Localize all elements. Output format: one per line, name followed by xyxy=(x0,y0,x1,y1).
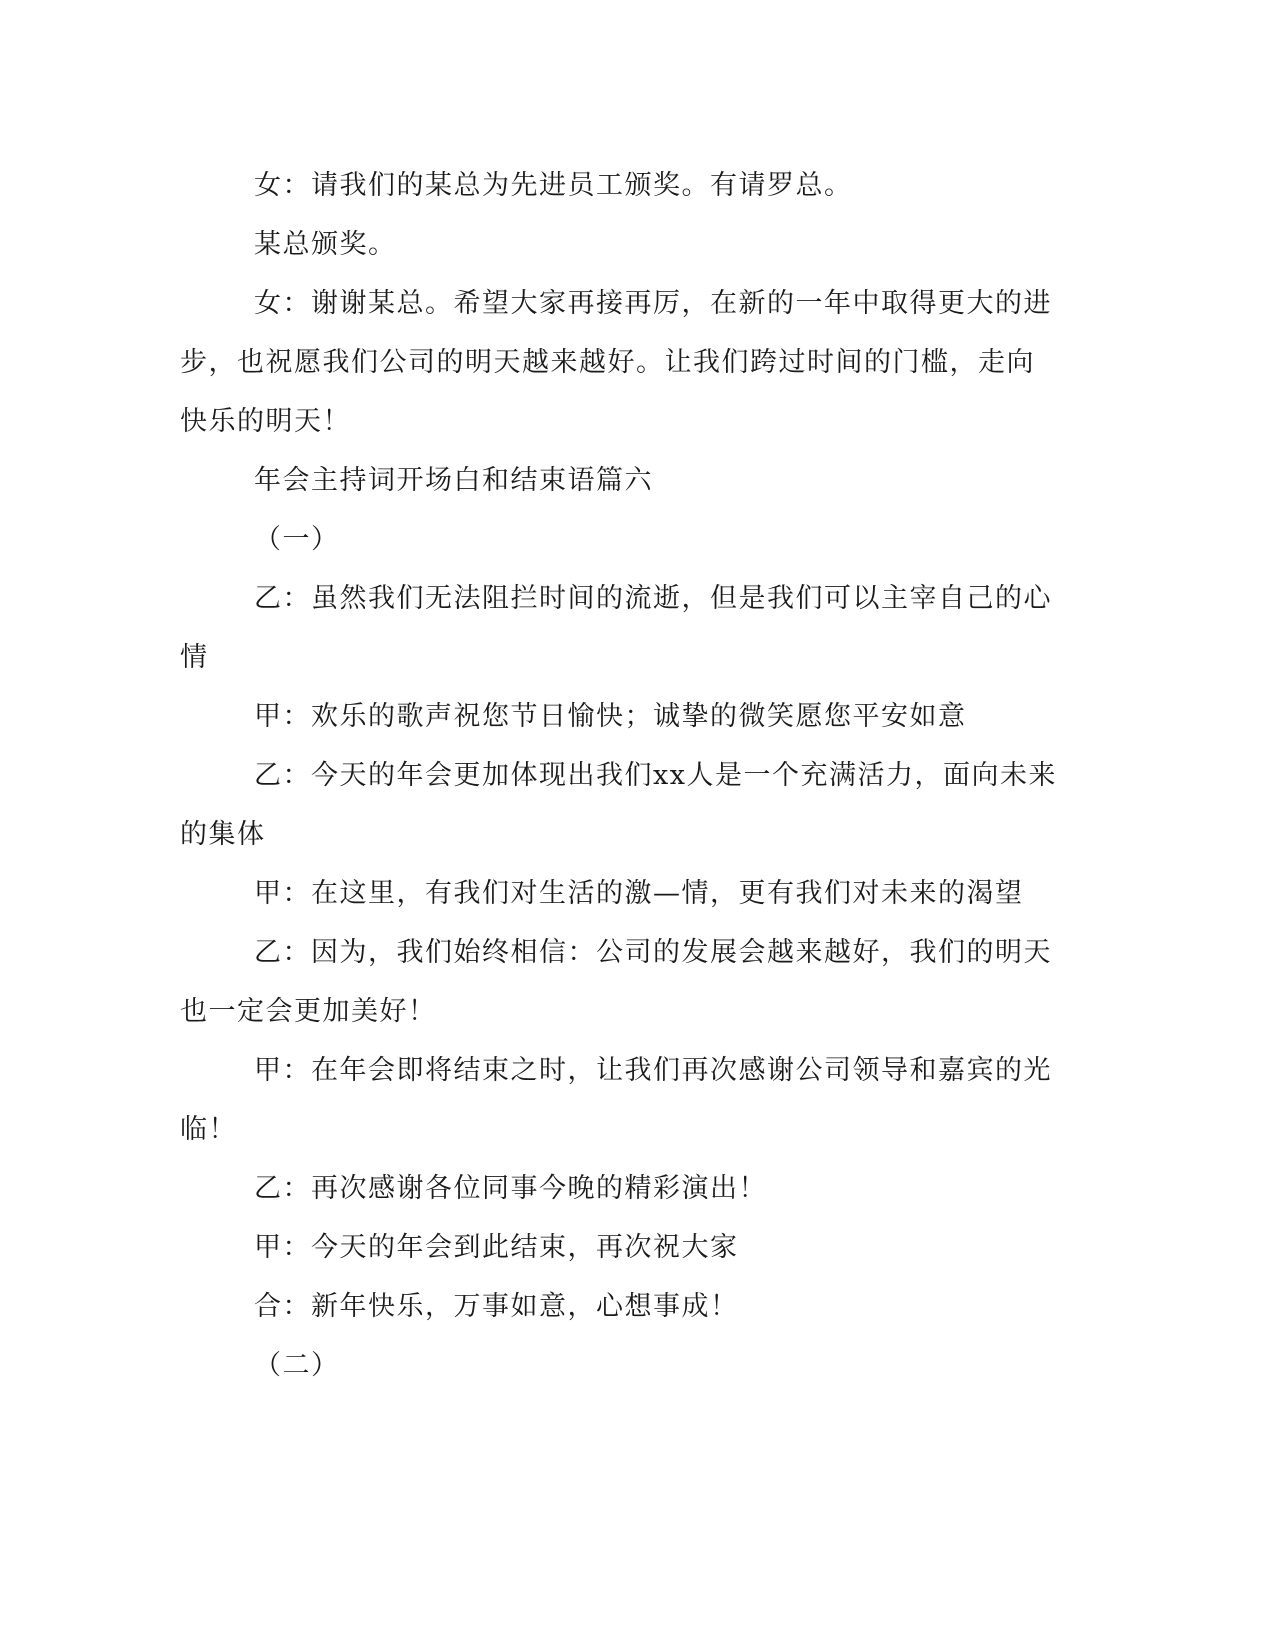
paragraph: 某总颁奖。 xyxy=(254,229,397,260)
paragraph: 女：谢谢某总。希望大家再接再厉，在新的一年中取得更大的进步，也祝愿我们公司的明天越来越好。让我们跨过时间的门槛，走向快乐的明天！ xyxy=(180,288,1052,437)
paragraph: 甲：在年会即将结束之时，让我们再次感谢公司领导和嘉宾的光临！ xyxy=(180,1055,1052,1145)
paragraph: 甲：在这里，有我们对生活的激—情，更有我们对未来的渴望 xyxy=(254,878,1024,909)
paragraph: 乙：因为，我们始终相信：公司的发展会越来越好，我们的明天也一定会更加美好！ xyxy=(180,937,1052,1027)
paragraph: 甲：欢乐的歌声祝您节日愉快；诚挚的微笑愿您平安如意 xyxy=(254,701,967,732)
paragraph: 女：请我们的某总为先进员工颁奖。有请罗总。 xyxy=(254,170,853,201)
paragraph: 合：新年快乐，万事如意，心想事成！ xyxy=(254,1291,739,1322)
document-body xyxy=(180,156,1060,1395)
paragraph: 乙：再次感谢各位同事今晚的精彩演出！ xyxy=(254,1173,767,1204)
subsection-marker: （二） xyxy=(254,1350,340,1381)
paragraph: 乙：今天的年会更加体现出我们xx人是一个充满活力，面向未来的集体 xyxy=(180,760,1057,850)
paragraph: 乙：虽然我们无法阻拦时间的流逝，但是我们可以主宰自己的心情 xyxy=(180,583,1052,673)
paragraph: 甲：今天的年会到此结束，再次祝大家 xyxy=(254,1232,739,1263)
section-heading: 年会主持词开场白和结束语篇六 xyxy=(254,465,653,496)
subsection-marker: （一） xyxy=(254,524,340,555)
